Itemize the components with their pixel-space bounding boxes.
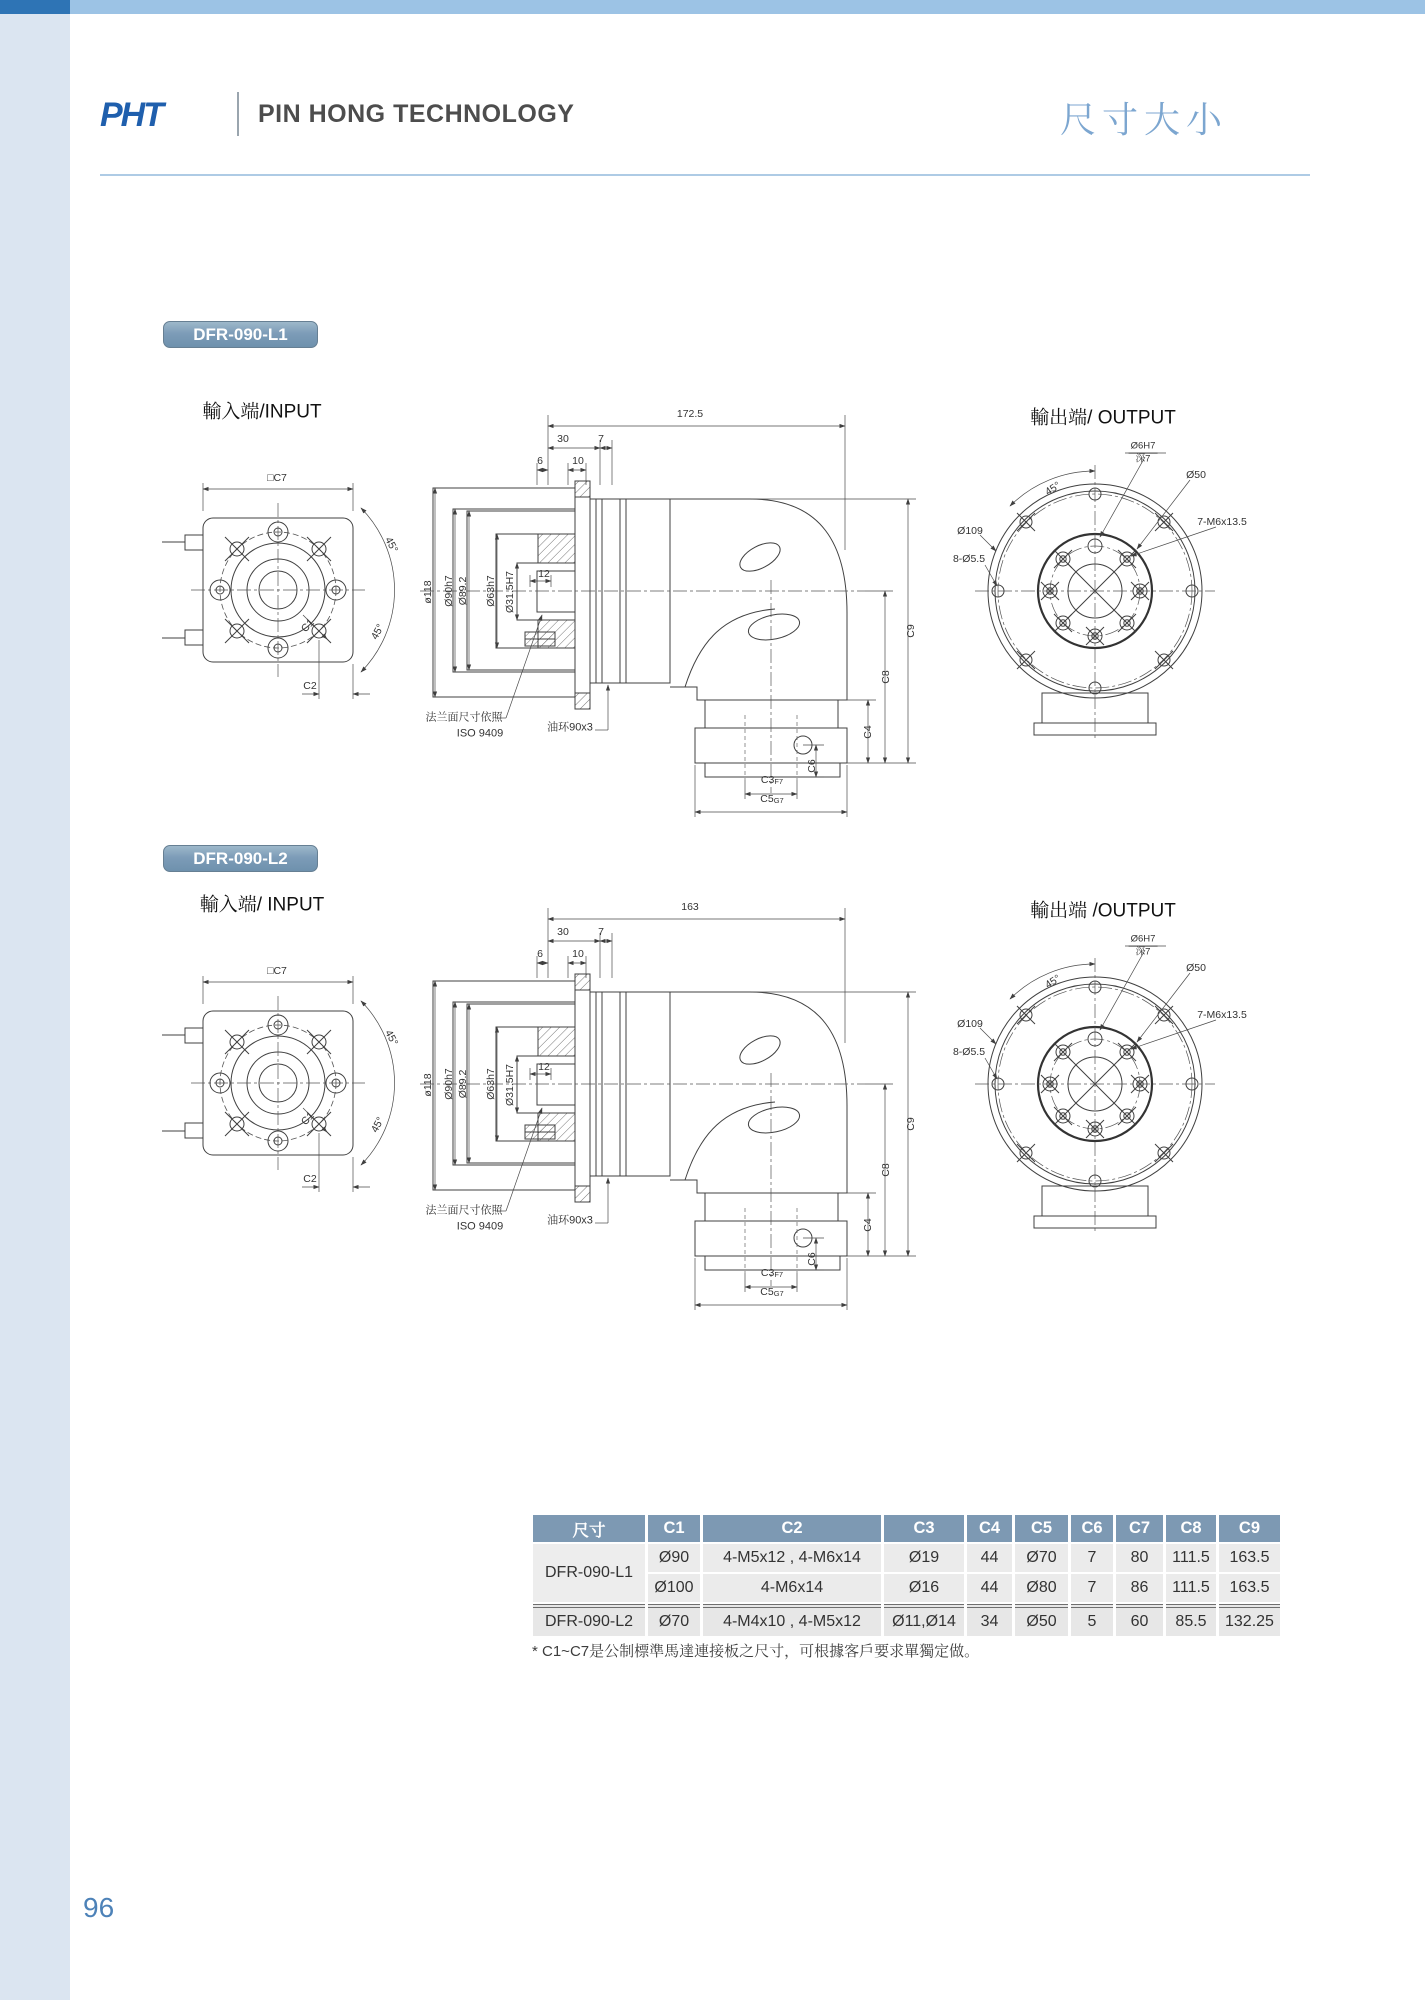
- input-title: 輸入端/ INPUT: [199, 894, 325, 916]
- table-header-row: [533, 1515, 1280, 1542]
- cell: Ø11,Ø14: [884, 1604, 964, 1636]
- dim-c3: C3F7: [760, 773, 784, 786]
- table-row-l1-b: [533, 1574, 1280, 1602]
- section-dfr-090-l1: [0, 385, 1425, 845]
- page-number: 96: [83, 1892, 115, 1923]
- dim-c5: C5G7: [760, 1285, 784, 1298]
- dim-dia89: Ø89.2: [456, 576, 469, 606]
- dim-out-45: 45°: [1042, 972, 1063, 992]
- header-rule: [100, 174, 1310, 176]
- cell: 4-M5x12 , 4-M6x14: [703, 1544, 881, 1572]
- dim-6: 6: [537, 454, 543, 467]
- cell: Ø100: [648, 1574, 700, 1602]
- cell: 44: [967, 1544, 1012, 1572]
- dim-c3: C3F7: [760, 1266, 784, 1279]
- dim-45-lower: 45°: [368, 622, 387, 642]
- oil-ring-note: 油环90x3: [547, 1214, 593, 1227]
- table-footnote: * C1~C7是公制標準馬達連接板之尺寸，可根據客戶要求單獨定做。: [532, 1643, 980, 1660]
- model-cell-l2: DFR-090-L2: [533, 1604, 645, 1636]
- top-bar-corner: [0, 0, 70, 14]
- flange-note-line2: ISO 9409: [456, 1220, 504, 1233]
- dim-d109: Ø109: [957, 524, 983, 537]
- dim-dia63h7: Ø63h7: [484, 1068, 497, 1100]
- cell: 60: [1116, 1604, 1163, 1636]
- dim-dia63h7: Ø63h7: [484, 575, 497, 607]
- dim-dowel-hole: Ø6H7 深7: [1130, 933, 1156, 958]
- dfr-090-l2-drawing: [140, 878, 1220, 1326]
- cell: Ø50: [1015, 1604, 1068, 1636]
- dim-12: 12: [538, 1060, 550, 1073]
- col-header-c6: C6: [1071, 1515, 1113, 1542]
- dim-7: 7: [598, 925, 604, 938]
- dim-dowel-hole: Ø6H7 深7: [1130, 440, 1156, 465]
- oil-ring-note: 油环90x3: [547, 721, 593, 734]
- cell: 44: [967, 1574, 1012, 1602]
- dim-8-holes: 8-Ø5.5: [952, 1045, 986, 1058]
- cell: Ø70: [648, 1604, 700, 1636]
- cell: 7: [1071, 1574, 1113, 1602]
- flange-note-line1: 法兰面尺寸依照: [425, 1204, 503, 1217]
- cell: 111.5: [1166, 1544, 1216, 1572]
- cell: 7: [1071, 1544, 1113, 1572]
- col-header-c3: C3: [884, 1515, 964, 1542]
- dimensions-table: [530, 1513, 1283, 1638]
- col-header-c1: C1: [648, 1515, 700, 1542]
- dim-6: 6: [537, 947, 543, 960]
- section-dfr-090-l2: [0, 878, 1425, 1338]
- page-title: 尺寸大小: [1060, 99, 1229, 140]
- dim-c9: C9: [904, 1117, 917, 1131]
- dim-dia90h7: Ø90h7: [442, 1068, 455, 1100]
- dim-10: 10: [572, 947, 584, 960]
- col-header-size: 尺寸: [533, 1515, 645, 1542]
- dim-dia315h7: Ø31.5H7: [503, 1063, 516, 1107]
- cell: Ø70: [1015, 1544, 1068, 1572]
- input-title: 輸入端/INPUT: [202, 401, 322, 423]
- cell: Ø19: [884, 1544, 964, 1572]
- cell: 5: [1071, 1604, 1113, 1636]
- dim-c6: C6: [805, 1252, 818, 1266]
- pht-logo: PHT: [100, 96, 162, 134]
- dim-c5: C5G7: [760, 792, 784, 805]
- dim-c1: C1: [298, 1109, 317, 1128]
- dim-45-upper: 45°: [382, 1028, 401, 1048]
- col-header-c5: C5: [1015, 1515, 1068, 1542]
- cell: 132.25: [1219, 1604, 1280, 1636]
- output-title: 輸出端/ OUTPUT: [1030, 407, 1176, 429]
- dim-10: 10: [572, 454, 584, 467]
- dim-c8: C8: [879, 670, 892, 684]
- cell: 4-M4x10 , 4-M5x12: [703, 1604, 881, 1636]
- dim-dia315h7: Ø31.5H7: [503, 570, 516, 614]
- flange-note-line2: ISO 9409: [456, 727, 504, 740]
- model-cell-l1: DFR-090-L1: [533, 1544, 645, 1602]
- dim-30: 30: [557, 925, 569, 938]
- dim-c2: C2: [303, 1172, 317, 1185]
- cell: 85.5: [1166, 1604, 1216, 1636]
- dim-c1: C1: [298, 616, 317, 635]
- dim-c2: C2: [303, 679, 317, 692]
- logo-divider: [237, 92, 239, 136]
- dim-out-45: 45°: [1042, 479, 1063, 499]
- dim-total-length: 172.5: [676, 407, 704, 420]
- dim-c8: C8: [879, 1163, 892, 1177]
- cell: 111.5: [1166, 1574, 1216, 1602]
- dfr-090-l1-drawing: [140, 385, 1220, 833]
- cell: 163.5: [1219, 1544, 1280, 1572]
- cell: 163.5: [1219, 1574, 1280, 1602]
- dim-8-holes: 8-Ø5.5: [952, 552, 986, 565]
- dim-45-lower: 45°: [368, 1115, 387, 1135]
- cell: 86: [1116, 1574, 1163, 1602]
- dim-c4: C4: [861, 725, 874, 739]
- dim-c7: □C7: [267, 471, 287, 484]
- col-header-c7: C7: [1116, 1515, 1163, 1542]
- flange-note-line1: 法兰面尺寸依照: [425, 711, 503, 724]
- dim-dia118: ø118: [421, 1073, 434, 1097]
- model-badge-dfr-090-l1: DFR-090-L1: [163, 321, 318, 348]
- dim-d109: Ø109: [957, 1017, 983, 1030]
- cell: Ø80: [1015, 1574, 1068, 1602]
- dim-dia118: ø118: [421, 580, 434, 604]
- dim-d50: Ø50: [1186, 468, 1206, 481]
- dim-dia90h7: Ø90h7: [442, 575, 455, 607]
- dim-c9: C9: [904, 624, 917, 638]
- col-header-c8: C8: [1166, 1515, 1216, 1542]
- company-name: PIN HONG TECHNOLOGY: [258, 100, 575, 128]
- output-title: 輸出端 /OUTPUT: [1030, 900, 1176, 922]
- dim-7-m6-holes: 7-M6x13.5: [1197, 1008, 1247, 1021]
- top-bar: [0, 0, 1425, 14]
- table-row-l1-a: [533, 1544, 1280, 1572]
- dim-12: 12: [538, 567, 550, 580]
- col-header-c4: C4: [967, 1515, 1012, 1542]
- cell: 34: [967, 1604, 1012, 1636]
- cell: Ø16: [884, 1574, 964, 1602]
- cell: 80: [1116, 1544, 1163, 1572]
- cell: 4-M6x14: [703, 1574, 881, 1602]
- dim-7: 7: [598, 432, 604, 445]
- cell: Ø90: [648, 1544, 700, 1572]
- col-header-c9: C9: [1219, 1515, 1280, 1542]
- table-row-l2: [533, 1604, 1280, 1636]
- dim-c7: □C7: [267, 964, 287, 977]
- dim-d50: Ø50: [1186, 961, 1206, 974]
- dim-dia89: Ø89.2: [456, 1069, 469, 1099]
- col-header-c2: C2: [703, 1515, 881, 1542]
- dim-c6: C6: [805, 759, 818, 773]
- dim-7-m6-holes: 7-M6x13.5: [1197, 515, 1247, 528]
- dim-30: 30: [557, 432, 569, 445]
- dim-total-length: 163: [681, 900, 699, 913]
- dim-45-upper: 45°: [382, 535, 401, 555]
- model-badge-dfr-090-l2: DFR-090-L2: [163, 845, 318, 872]
- dim-c4: C4: [861, 1218, 874, 1232]
